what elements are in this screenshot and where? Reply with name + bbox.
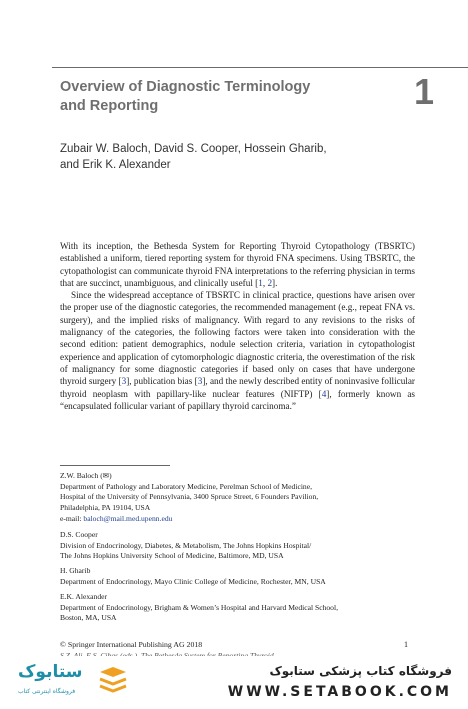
authors-line1: Zubair W. Baloch, David S. Cooper, Hossein Gharib, — [60, 143, 327, 155]
affiliation-line: Division of Endocrinology, Diabetes, & Metabolism, The Johns Hopkins Hospital/ — [60, 540, 312, 550]
chapter-number: 1 — [414, 71, 435, 112]
author-list — [60, 141, 390, 173]
citation-link[interactable]: 2 — [267, 277, 273, 288]
authors-line2: and Erik K. Alexander — [60, 159, 171, 171]
affiliation-line: Hospital of the University of Pennsylvania, 3400 Spruce Street, 6 Founders Pavilion, — [60, 492, 319, 502]
setabook-logo-subtitle: فروشگاه اینترنتی کتاب — [18, 688, 76, 695]
citation-link[interactable]: 3 — [121, 376, 127, 387]
paragraph-1 — [60, 240, 415, 289]
citation-link[interactable]: 3 — [197, 376, 203, 387]
store-title: فروشگاه کتاب پزشکی ستابوک — [269, 664, 452, 678]
paragraph-2 — [60, 289, 415, 412]
email-link[interactable]: baloch@mail.med.upenn.edu — [83, 513, 173, 523]
paragraph-2-mid: ], and the newly described entity of noninvasive follicular thyroid neoplasm with papillary-like nuclear features (NIFTP) [ — [60, 376, 415, 399]
paragraph-1-text: With its inception, the Bethesda System for Reporting Thyroid Cytopathology (TBSRTC) established a uniform, tiered reporting system for thyroid FNA specimens. Using TBSRTC, the cytopathologist can communicate thyroid FNA interpretations to the referring physician in terms that are succinct, unambiguous, and clinically useful [ — [60, 241, 415, 288]
footnote-rule — [60, 465, 170, 466]
citation-link[interactable]: 1 — [258, 277, 263, 288]
affiliation-line: Boston, MA, USA — [60, 613, 117, 623]
chapter-rule — [52, 67, 468, 68]
paragraph-2-mid: ], publication bias [ — [126, 376, 198, 387]
affiliation-alexander — [60, 592, 430, 624]
affiliation-name: Z.W. Baloch (✉) — [60, 471, 112, 480]
chapter-title-line1: Overview of Diagnostic Terminology — [60, 79, 311, 95]
affiliation-name: E.K. Alexander — [60, 592, 108, 601]
affiliation-line: Philadelphia, PA 19104, USA — [60, 503, 151, 513]
page-number: 1 — [404, 640, 408, 649]
citation-separator: , — [262, 277, 268, 288]
citation-link[interactable]: 4 — [321, 388, 327, 399]
setabook-logo[interactable]: ستابوک — [18, 662, 83, 682]
affiliation-line: The Johns Hopkins University School of Medicine, Baltimore, MD, USA — [60, 551, 284, 561]
paragraph-2-end: ], formerly known as “encapsulated follicular variant of papillary thyroid carcinoma.” — [60, 388, 415, 411]
affiliation-name: H. Gharib — [60, 566, 91, 575]
affiliation-name: D.S. Cooper — [60, 530, 98, 539]
chapter-title — [60, 78, 360, 116]
store-url[interactable]: WWW.SETABOOK.COM — [227, 684, 452, 700]
affiliation-baloch — [60, 471, 430, 525]
chapter-title-line2: and Reporting — [60, 98, 159, 114]
email-label: e-mail: — [60, 513, 84, 523]
affiliation-line: Department of Pathology and Laboratory Medicine, Perelman School of Medicine, — [60, 481, 312, 491]
affiliation-line: Department of Endocrinology, Mayo Clinic College of Medicine, Rochester, MN, USA — [60, 576, 326, 586]
paragraph-2-text: Since the widespread acceptance of TBSRTC in clinical practice, questions have arisen over the proper use of the diagnostic categories, the recommended management (e.g., repeat FNA vs. surgery), and the implied risks of malignancy. With regard to any revisions to the risks of malignancy of the categories, the following factors were taken into consideration with the second edition: patient demographics, nodule selection criteria, variation in cytopathologist experience and application of cytomorphologic diagnostic criteria, the overestimation of the risk of malignancy for some diagnostic categories if based only on cases that have undergone thyroid surgery [ — [60, 290, 415, 387]
affiliation-cooper — [60, 530, 430, 562]
email-line — [60, 514, 430, 525]
copyright-line: © Springer International Publishing AG 2018 — [60, 640, 203, 649]
body-text — [60, 240, 415, 412]
citation-close: ]. — [272, 277, 278, 288]
affiliation-line: Department of Endocrinology, Brigham & Women’s Hospital and Harvard Medical School, — [60, 602, 338, 612]
book-stack-icon — [96, 664, 130, 698]
affiliation-gharib — [60, 566, 430, 587]
